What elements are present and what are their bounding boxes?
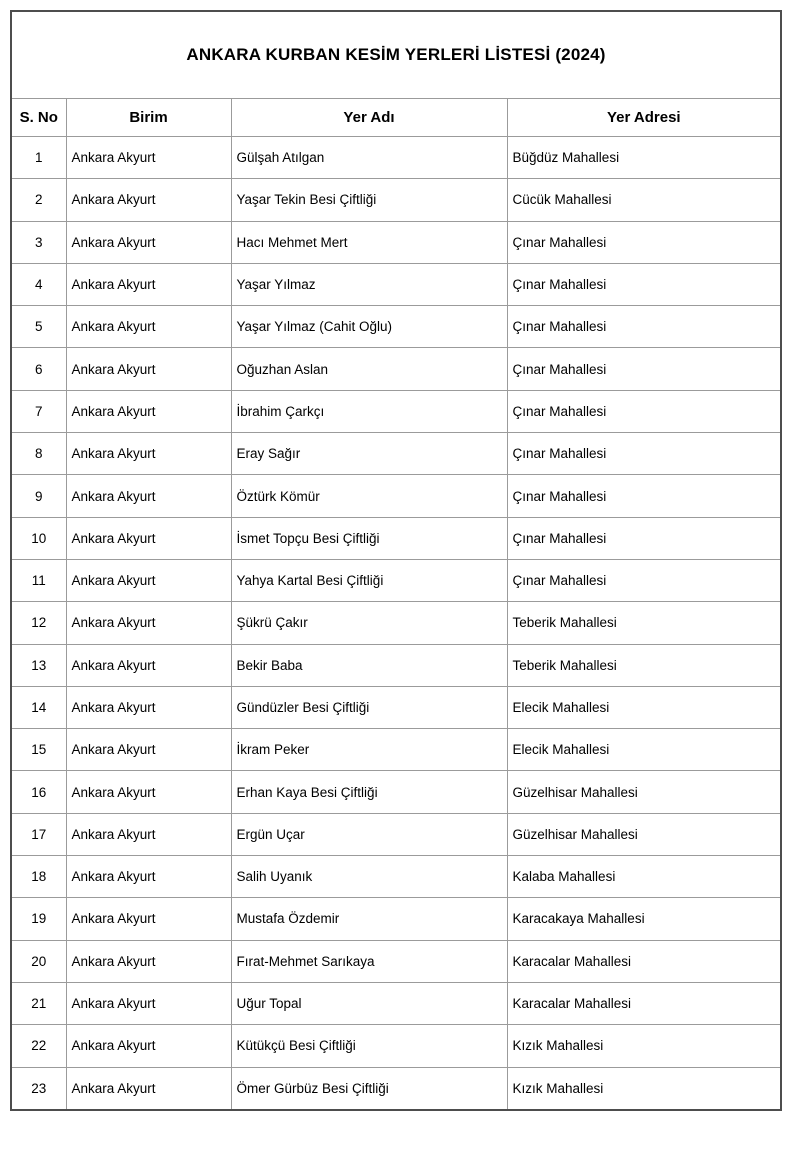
cell-yeradi: İsmet Topçu Besi Çiftliği xyxy=(231,517,507,559)
cell-yeradi: Uğur Topal xyxy=(231,982,507,1024)
cell-sno: 7 xyxy=(11,390,66,432)
table-row xyxy=(11,348,781,390)
cell-sno: 6 xyxy=(11,348,66,390)
cell-yeradi: Öztürk Kömür xyxy=(231,475,507,517)
cell-birim: Ankara Akyurt xyxy=(66,898,231,940)
cell-birim: Ankara Akyurt xyxy=(66,433,231,475)
cell-yeradi: Kütükçü Besi Çiftliği xyxy=(231,1025,507,1067)
cell-sno: 9 xyxy=(11,475,66,517)
table-row xyxy=(11,263,781,305)
cell-sno: 3 xyxy=(11,221,66,263)
table-body xyxy=(11,137,781,1110)
cell-yeradi: İkram Peker xyxy=(231,729,507,771)
cell-sno: 10 xyxy=(11,517,66,559)
cell-yeradi: Ömer Gürbüz Besi Çiftliği xyxy=(231,1067,507,1110)
table-row xyxy=(11,602,781,644)
cell-sno: 2 xyxy=(11,179,66,221)
cell-sno: 19 xyxy=(11,898,66,940)
table-row xyxy=(11,559,781,601)
cell-yeradresi: Çınar Mahallesi xyxy=(507,306,781,348)
cell-birim: Ankara Akyurt xyxy=(66,475,231,517)
cell-birim: Ankara Akyurt xyxy=(66,390,231,432)
cell-yeradi: Salih Uyanık xyxy=(231,856,507,898)
cell-sno: 18 xyxy=(11,856,66,898)
table-row xyxy=(11,898,781,940)
cell-sno: 22 xyxy=(11,1025,66,1067)
cell-birim: Ankara Akyurt xyxy=(66,137,231,179)
cell-birim: Ankara Akyurt xyxy=(66,306,231,348)
cell-sno: 21 xyxy=(11,982,66,1024)
cell-yeradi: Eray Sağır xyxy=(231,433,507,475)
cell-yeradi: Hacı Mehmet Mert xyxy=(231,221,507,263)
cell-yeradresi: Çınar Mahallesi xyxy=(507,433,781,475)
table-row xyxy=(11,517,781,559)
cell-yeradresi: Büğdüz Mahallesi xyxy=(507,137,781,179)
cell-yeradresi: Karacalar Mahallesi xyxy=(507,940,781,982)
cell-birim: Ankara Akyurt xyxy=(66,263,231,305)
cell-sno: 1 xyxy=(11,137,66,179)
cell-yeradresi: Çınar Mahallesi xyxy=(507,263,781,305)
table-row xyxy=(11,771,781,813)
cell-yeradi: Ergün Uçar xyxy=(231,813,507,855)
table-row xyxy=(11,813,781,855)
table-row xyxy=(11,137,781,179)
title-row xyxy=(11,11,781,99)
table-row xyxy=(11,644,781,686)
cell-birim: Ankara Akyurt xyxy=(66,559,231,601)
cell-yeradi: İbrahim Çarkçı xyxy=(231,390,507,432)
cell-yeradresi: Çınar Mahallesi xyxy=(507,517,781,559)
cell-sno: 5 xyxy=(11,306,66,348)
cell-sno: 20 xyxy=(11,940,66,982)
column-header-birim: Birim xyxy=(66,99,231,137)
cell-yeradi: Gülşah Atılgan xyxy=(231,137,507,179)
cell-sno: 23 xyxy=(11,1067,66,1110)
cell-yeradi: Bekir Baba xyxy=(231,644,507,686)
table-row xyxy=(11,475,781,517)
table-row xyxy=(11,982,781,1024)
cell-sno: 4 xyxy=(11,263,66,305)
document-title: ANKARA KURBAN KESİM YERLERİ LİSTESİ (2024) xyxy=(11,11,781,99)
cell-yeradresi: Elecik Mahallesi xyxy=(507,686,781,728)
cell-birim: Ankara Akyurt xyxy=(66,729,231,771)
cell-yeradresi: Kalaba Mahallesi xyxy=(507,856,781,898)
cell-yeradresi: Karacakaya Mahallesi xyxy=(507,898,781,940)
cell-yeradi: Şükrü Çakır xyxy=(231,602,507,644)
cell-yeradresi: Çınar Mahallesi xyxy=(507,390,781,432)
cell-sno: 13 xyxy=(11,644,66,686)
cell-yeradresi: Çınar Mahallesi xyxy=(507,221,781,263)
cell-sno: 8 xyxy=(11,433,66,475)
cell-yeradresi: Güzelhisar Mahallesi xyxy=(507,813,781,855)
table-row xyxy=(11,856,781,898)
column-header-sno: S. No xyxy=(11,99,66,137)
cell-yeradi: Yaşar Tekin Besi Çiftliği xyxy=(231,179,507,221)
cell-sno: 16 xyxy=(11,771,66,813)
cell-sno: 17 xyxy=(11,813,66,855)
cell-yeradresi: Cücük Mahallesi xyxy=(507,179,781,221)
cell-sno: 11 xyxy=(11,559,66,601)
kurban-kesim-table xyxy=(10,10,782,1111)
cell-yeradi: Yahya Kartal Besi Çiftliği xyxy=(231,559,507,601)
cell-birim: Ankara Akyurt xyxy=(66,644,231,686)
cell-yeradresi: Çınar Mahallesi xyxy=(507,559,781,601)
table-row xyxy=(11,940,781,982)
cell-yeradresi: Çınar Mahallesi xyxy=(507,475,781,517)
cell-yeradi: Mustafa Özdemir xyxy=(231,898,507,940)
cell-yeradresi: Karacalar Mahallesi xyxy=(507,982,781,1024)
cell-birim: Ankara Akyurt xyxy=(66,602,231,644)
cell-yeradresi: Güzelhisar Mahallesi xyxy=(507,771,781,813)
cell-yeradresi: Kızık Mahallesi xyxy=(507,1067,781,1110)
cell-yeradresi: Elecik Mahallesi xyxy=(507,729,781,771)
cell-birim: Ankara Akyurt xyxy=(66,813,231,855)
table-row xyxy=(11,179,781,221)
table-row xyxy=(11,1067,781,1110)
cell-yeradresi: Teberik Mahallesi xyxy=(507,602,781,644)
cell-yeradi: Gündüzler Besi Çiftliği xyxy=(231,686,507,728)
cell-yeradi: Yaşar Yılmaz xyxy=(231,263,507,305)
cell-birim: Ankara Akyurt xyxy=(66,940,231,982)
cell-birim: Ankara Akyurt xyxy=(66,348,231,390)
cell-birim: Ankara Akyurt xyxy=(66,856,231,898)
column-header-yeradresi: Yer Adresi xyxy=(507,99,781,137)
table-row xyxy=(11,221,781,263)
cell-birim: Ankara Akyurt xyxy=(66,179,231,221)
cell-sno: 15 xyxy=(11,729,66,771)
table-row xyxy=(11,390,781,432)
header-row xyxy=(11,99,781,137)
cell-yeradi: Oğuzhan Aslan xyxy=(231,348,507,390)
table-row xyxy=(11,433,781,475)
table-row xyxy=(11,306,781,348)
column-header-yeradi: Yer Adı xyxy=(231,99,507,137)
cell-yeradresi: Çınar Mahallesi xyxy=(507,348,781,390)
cell-yeradresi: Teberik Mahallesi xyxy=(507,644,781,686)
cell-birim: Ankara Akyurt xyxy=(66,771,231,813)
cell-birim: Ankara Akyurt xyxy=(66,1067,231,1110)
cell-yeradi: Yaşar Yılmaz (Cahit Oğlu) xyxy=(231,306,507,348)
cell-sno: 12 xyxy=(11,602,66,644)
cell-yeradi: Erhan Kaya Besi Çiftliği xyxy=(231,771,507,813)
cell-birim: Ankara Akyurt xyxy=(66,1025,231,1067)
table-row xyxy=(11,1025,781,1067)
cell-birim: Ankara Akyurt xyxy=(66,221,231,263)
table-row xyxy=(11,729,781,771)
cell-birim: Ankara Akyurt xyxy=(66,982,231,1024)
cell-sno: 14 xyxy=(11,686,66,728)
cell-birim: Ankara Akyurt xyxy=(66,686,231,728)
cell-yeradi: Fırat-Mehmet Sarıkaya xyxy=(231,940,507,982)
cell-birim: Ankara Akyurt xyxy=(66,517,231,559)
cell-yeradresi: Kızık Mahallesi xyxy=(507,1025,781,1067)
table-row xyxy=(11,686,781,728)
